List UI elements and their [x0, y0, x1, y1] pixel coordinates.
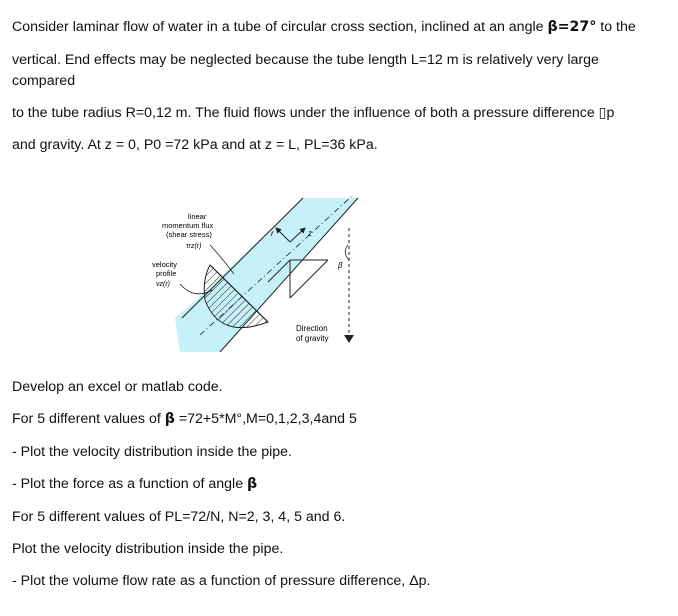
- problem-text: to the tube radius R=0,12 m. The fluid flows under the influence of both a pressure difference: [12, 105, 599, 121]
- task-line-3: - Plot the velocity distribution inside the pipe.: [12, 444, 292, 460]
- beta-arc: [345, 245, 349, 260]
- task-text: For 5 different values of: [12, 411, 165, 427]
- problem-line-5: and gravity. At z = 0, P0 =72 kPa and at z = L, PL=36 kPa.: [12, 137, 378, 153]
- beta-symbol: β: [247, 476, 258, 492]
- gravity-arrowhead: [344, 335, 354, 343]
- gravity-label-2: of gravity: [296, 334, 329, 343]
- problem-line-3: compared: [12, 73, 76, 89]
- problem-line-2: vertical. End effects may be neglected because the tube length L=12 m is relatively very large: [12, 52, 599, 68]
- z-symbol: z: [308, 229, 312, 238]
- beta-symbol: β: [164, 411, 175, 427]
- missing-glyph: ▯: [598, 105, 607, 121]
- problem-line-1: [12, 16, 636, 38]
- problem-line-4: [12, 102, 614, 124]
- r-symbol: r: [271, 229, 274, 238]
- problem-text: p: [606, 105, 615, 121]
- task-line-6: Plot the velocity distribution inside the pipe.: [12, 541, 284, 557]
- task-line-1: Develop an excel or matlab code.: [12, 379, 223, 395]
- problem-text: to the: [596, 19, 636, 35]
- inclined-tube-figure: [150, 190, 530, 380]
- beta-symbol: β: [338, 261, 343, 270]
- velocity-label-2: profile: [156, 269, 177, 278]
- flux-symbol: τrz(r): [186, 243, 202, 250]
- velocity-symbol: vz(r): [156, 281, 170, 288]
- problem-text: Consider laminar flow of water in a tube of circular cross section, inclined at an angle: [12, 19, 548, 35]
- beta-value: β=27°: [547, 19, 597, 35]
- task-line-5: For 5 different values of PL=72/N, N=2, 3, 4, 5 and 6.: [12, 509, 346, 525]
- task-line-7: - Plot the volume flow rate as a function of pressure difference, Δp.: [12, 573, 431, 589]
- task-line-4: [12, 473, 257, 495]
- flux-label-2: momentum flux: [162, 221, 214, 230]
- task-text: - Plot the force as a function of angle: [12, 476, 248, 492]
- flux-label-1: linear: [188, 212, 207, 221]
- velocity-label-1: velocity: [152, 260, 178, 269]
- task-text: =72+5*M°,M=0,1,2,3,4and 5: [174, 411, 357, 427]
- flux-label-3: (shear stress): [166, 230, 212, 239]
- task-line-2: [12, 408, 357, 430]
- gravity-label-1: Direction: [296, 324, 328, 333]
